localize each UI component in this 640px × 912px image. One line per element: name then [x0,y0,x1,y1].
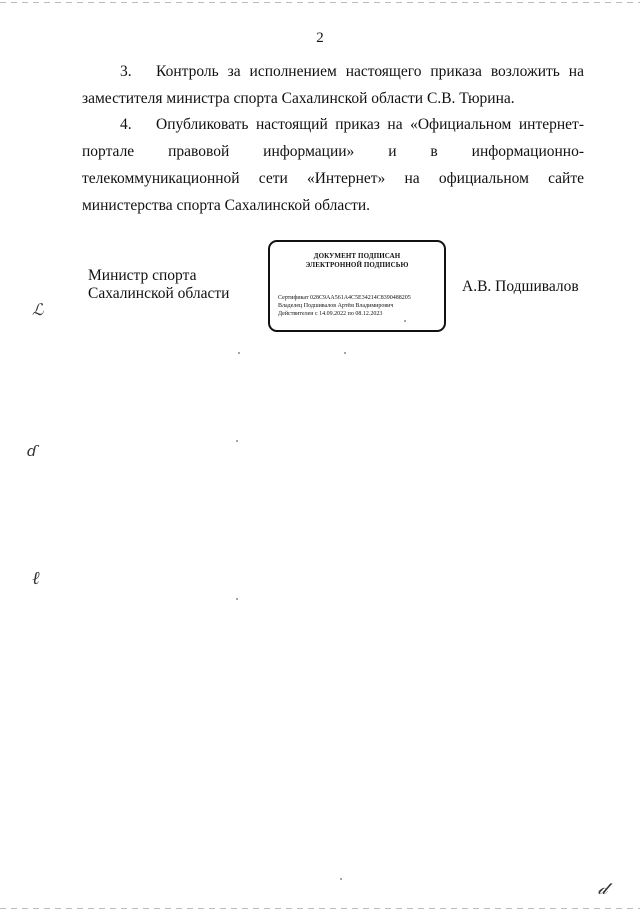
stamp-heading [270,252,444,270]
scan-speck [404,320,406,322]
stamp-heading-line: ДОКУМЕНТ ПОДПИСАН [313,252,401,260]
scan-speck [344,352,346,354]
stamp-validity: Действителен с 14.09.2022 по 08.12.2023 [278,311,383,317]
paragraph-text: Контроль за исполнением настоящего приказа возложить на заместителя министра спорта Сахалинской области С.В. Тюрина. [82,63,584,107]
scan-speck [238,352,240,354]
paragraph-4 [82,111,584,219]
paragraph-3 [82,58,584,112]
signer-position [88,267,229,303]
stamp-owner: Владелец Подшивалов Артём Владимирович [278,303,394,309]
stamp-heading-line: ЭЛЕКТРОННОЙ ПОДПИСЬЮ [305,261,409,269]
margin-handwritten-mark: ℒ [32,300,44,319]
margin-handwritten-mark: 𝒹 [598,878,608,899]
stamp-certificate: Сертификат 028C9AA561A4C5E34214C8390488205 [278,295,411,301]
scan-edge-line [0,2,640,3]
signer-position-line: Сахалинской области [88,285,230,302]
paragraph-number: 3. [120,63,132,80]
electronic-signature-stamp [268,240,446,332]
margin-handwritten-mark: ℓ [32,568,40,589]
scan-edge-line [0,908,640,909]
scan-speck [236,598,238,600]
scan-speck [340,878,342,880]
margin-handwritten-mark: ɗ [27,442,38,460]
signer-position-line: Министр спорта [88,267,197,284]
page-number: 2 [316,30,324,46]
scan-speck [236,440,238,442]
paragraph-number: 4. [120,116,132,133]
paragraph-text: Опубликовать настоящий приказ на «Официальном интернет-портале правовой информации» и в информационно-телекоммуникационной сети «Интернет» на официальном сайте министерства спорта Сахалинской области. [82,116,584,214]
signer-name: А.В. Подшивалов [462,278,579,295]
stamp-details [278,294,411,318]
